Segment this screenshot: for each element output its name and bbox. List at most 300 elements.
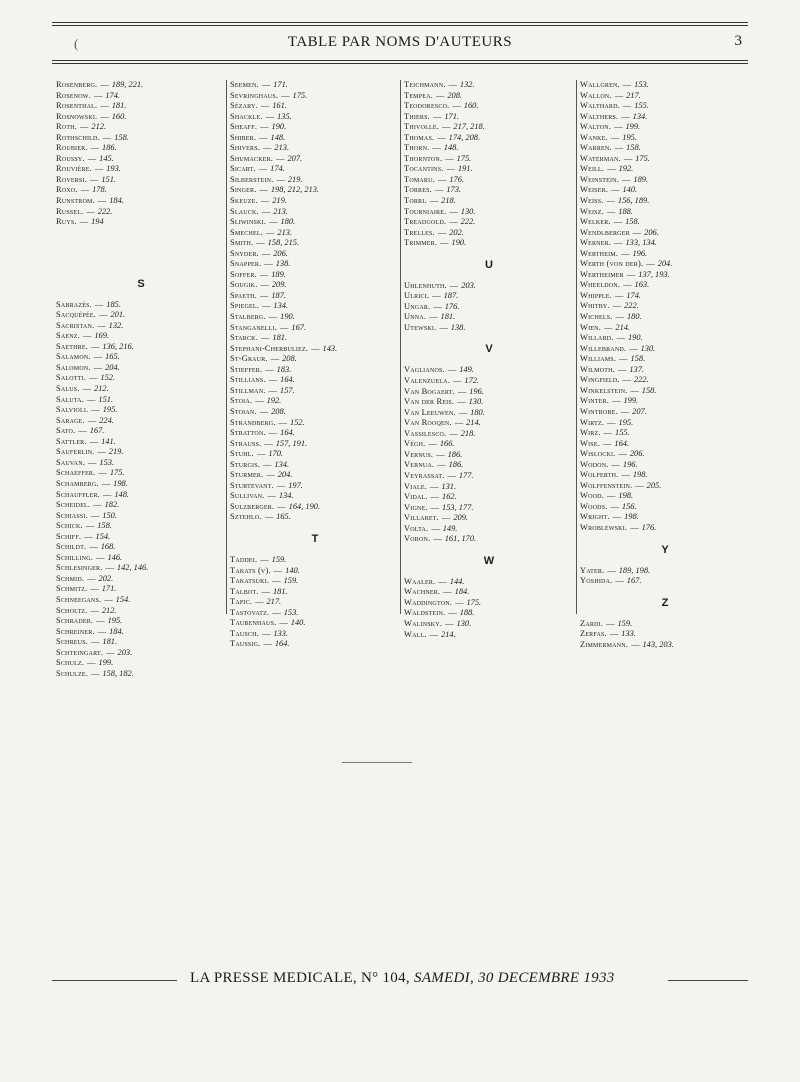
entry-dash: — [86, 206, 95, 216]
entry-dash: — [102, 132, 112, 142]
page-references: 167. [89, 426, 105, 436]
entry-dash: — [434, 185, 444, 195]
index-entry [230, 122, 400, 133]
author-name: Sicart. [230, 164, 256, 174]
entry-dash: — [621, 470, 630, 480]
page-references: 189, 221. [111, 80, 144, 89]
index-entry [56, 154, 226, 165]
author-name: Tempea. [404, 90, 433, 100]
entry-dash: — [276, 153, 285, 163]
page-references: 176. [444, 301, 460, 311]
index-entry [230, 185, 400, 196]
entry-dash: — [629, 343, 638, 353]
author-name: Wachner. [404, 587, 441, 597]
index-entry [230, 502, 400, 513]
index-entry [56, 437, 226, 448]
entry-dash: — [447, 470, 456, 480]
author-name: Teodoresco. [404, 101, 450, 111]
page-references: 158. [625, 217, 640, 227]
entry-dash: — [439, 322, 448, 332]
page-references: 198. [624, 512, 639, 522]
author-name: Weiss. [580, 196, 604, 206]
page-references: 162. [442, 492, 457, 502]
author-name: Rouvière. [56, 164, 92, 174]
index-entry [404, 608, 574, 619]
author-name: Stephani-Cherbuliez. [230, 343, 309, 353]
page-references: 158. [641, 385, 657, 395]
page-number: 3 [734, 33, 742, 49]
author-name: Taddei. [230, 554, 258, 564]
entry-dash: — [100, 111, 109, 121]
top-rule-1 [52, 22, 748, 23]
author-name: Wendlberger [580, 227, 630, 237]
page-references: 156. [621, 501, 637, 511]
entry-dash: — [449, 280, 459, 290]
letter-heading: V [485, 343, 493, 356]
entry-dash: — [261, 628, 271, 638]
entry-dash: — [619, 354, 628, 364]
entry-dash: — [90, 143, 99, 153]
page-references: 154. [115, 594, 131, 604]
author-name: Van Leeuwen. [404, 407, 456, 417]
entry-dash: — [429, 629, 439, 639]
entry-dash: — [445, 618, 454, 628]
entry-dash: — [449, 428, 458, 438]
page-references: 141. [101, 436, 116, 446]
page-references: 158. [97, 521, 112, 531]
index-entry [230, 587, 400, 598]
entry-dash: — [255, 396, 264, 406]
index-entry [404, 598, 574, 609]
entry-dash: — [273, 565, 283, 575]
page-references: 167. [626, 576, 642, 586]
index-entry [56, 373, 226, 384]
author-name: Thorn. [404, 143, 430, 153]
index-entry [404, 534, 574, 545]
author-name: Wien. [580, 322, 601, 332]
author-name: Villaret. [404, 513, 439, 523]
author-name: Yater. [580, 565, 605, 575]
page-references: 196. [469, 386, 484, 396]
entry-dash: — [626, 269, 636, 279]
page-references: 186. [448, 460, 464, 470]
author-name: Trelles. [404, 227, 435, 237]
index-entry [580, 481, 750, 492]
entry-dash: — [100, 80, 109, 89]
index-entry [404, 112, 574, 123]
entry-dash: — [620, 406, 630, 416]
page-references: 146. [107, 552, 123, 562]
entry-dash: — [631, 639, 640, 649]
index-entry [404, 217, 574, 228]
entry-dash: — [437, 227, 447, 237]
entry-dash: — [87, 415, 97, 425]
author-name: Schulz. [56, 658, 85, 668]
author-name: Torres. [404, 185, 432, 195]
author-name: Willard. [580, 333, 614, 343]
author-name: Ruys. [56, 217, 77, 227]
entry-dash: — [615, 312, 624, 322]
index-column-2 [230, 80, 400, 650]
author-name: Sullivan. [230, 491, 265, 501]
page-references: 181. [272, 333, 288, 343]
author-name: Rosnowski. [56, 111, 98, 121]
page-references: 169. [94, 331, 109, 341]
page-references: 222. [460, 217, 476, 227]
author-name: Shiber. [230, 132, 257, 142]
author-name: Stoia. [230, 396, 253, 406]
page-references: 190. [451, 238, 467, 248]
index-entry [404, 143, 574, 154]
entry-dash: — [256, 449, 266, 459]
entry-dash: — [646, 259, 655, 269]
index-entry [230, 112, 400, 123]
entry-dash: — [258, 164, 268, 174]
page-references: 130. [456, 618, 472, 628]
entry-dash: — [614, 238, 623, 248]
page-references: 207. [632, 406, 647, 416]
page-references: 222. [634, 375, 649, 385]
author-name: Wood. [580, 491, 604, 501]
author-name: Wolferth. [580, 470, 619, 480]
index-entry [56, 395, 226, 406]
author-name: Scholtz. [56, 605, 88, 615]
entry-dash: — [96, 616, 105, 626]
index-entry [56, 300, 226, 311]
author-name: Wroblewski. [580, 522, 628, 532]
author-name: Veyrassat. [404, 470, 445, 480]
entry-dash: — [614, 90, 624, 100]
page-references: 164. [274, 639, 290, 649]
entry-dash: — [268, 375, 278, 385]
index-entry [56, 80, 226, 91]
page-references: 140. [622, 185, 638, 195]
index-entry [404, 101, 574, 112]
entry-dash: — [612, 396, 621, 406]
author-name: Willebrand. [580, 343, 627, 353]
page-references: 208. [271, 406, 286, 416]
author-name: Schilling. [56, 552, 94, 562]
index-entry [580, 460, 750, 471]
index-entry [230, 512, 400, 523]
entry-dash: — [100, 101, 109, 111]
index-entry [230, 639, 400, 650]
page-references: 181. [272, 586, 288, 596]
author-name: Zardi. [580, 618, 604, 628]
author-name: Waddington. [404, 597, 453, 607]
entry-dash: — [261, 248, 271, 258]
index-entry [580, 280, 750, 291]
entry-dash: — [614, 143, 624, 153]
author-name: Wilmoth. [580, 364, 615, 374]
author-name: Strauss. [230, 438, 262, 448]
index-entry [230, 597, 400, 608]
page-references: 132. [459, 80, 475, 89]
page-references: 143, 203. [642, 639, 674, 649]
page-references: 157. [279, 385, 295, 395]
page-references: 218. [460, 428, 476, 438]
issue-number: N° 104, [361, 970, 410, 986]
page-references: 164. [280, 375, 295, 385]
page-references: 182. [104, 500, 120, 510]
author-name: Sacquépée. [56, 310, 97, 320]
index-entry [56, 606, 226, 617]
entry-dash: — [437, 174, 447, 184]
page-references: 177. [458, 470, 474, 480]
page-references: 203. [117, 647, 133, 657]
index-entry [230, 428, 400, 439]
entry-dash: — [94, 164, 104, 174]
page-references: 213. [273, 206, 288, 216]
author-name: Schteingart. [56, 647, 104, 657]
entry-dash: — [610, 132, 620, 142]
index-column-1 [56, 80, 226, 679]
index-entry [230, 207, 400, 218]
entry-dash: — [278, 417, 287, 427]
entry-dash: — [603, 438, 612, 448]
page-references: 175. [292, 90, 308, 100]
author-name: Stoian. [230, 406, 257, 416]
page-references: 180. [626, 312, 642, 322]
index-entry [56, 175, 226, 186]
author-name: Schildt. [56, 542, 87, 552]
index-entry [56, 563, 226, 574]
page-references: 189. [271, 269, 286, 279]
index-entry [230, 375, 400, 386]
entry-dash: — [87, 658, 96, 668]
index-entry [230, 175, 400, 186]
author-name: Vassilesco. [404, 428, 447, 438]
author-name: Wright. [580, 512, 610, 522]
author-name: Wanke. [580, 132, 608, 142]
entry-dash: — [87, 573, 96, 583]
author-name: Van Bogaert. [404, 386, 455, 396]
author-name: Spaeth. [230, 290, 257, 300]
journal-name: LA PRESSE MEDICALE, [190, 970, 357, 986]
author-name: Roussy. [56, 153, 85, 163]
entry-dash: — [106, 647, 115, 657]
index-entry [580, 375, 750, 386]
index-entry [580, 122, 750, 133]
index-entry [56, 637, 226, 648]
index-entry [404, 154, 574, 165]
page-references: 198. [632, 470, 648, 480]
entry-dash: — [263, 459, 272, 469]
index-entry [580, 344, 750, 355]
author-name: Sturgis. [230, 459, 261, 469]
index-entry [404, 291, 574, 302]
author-name: Stratton. [230, 428, 266, 438]
author-name: Snyder. [230, 248, 259, 258]
entry-dash: — [259, 269, 269, 279]
page-references: 222. [624, 301, 639, 311]
page-references: 160. [463, 101, 479, 111]
page-references: 158. [114, 132, 129, 142]
page-references: 184. [109, 626, 124, 636]
author-name: Ungar. [404, 301, 431, 311]
center-divider [342, 762, 412, 763]
entry-dash: — [621, 111, 630, 121]
index-column-4 [580, 80, 750, 650]
entry-dash: — [280, 322, 289, 332]
index-entry [580, 619, 750, 630]
page-references: 202. [449, 227, 464, 237]
author-name: Silberstein. [230, 174, 274, 184]
page-references: 212. [91, 122, 107, 132]
page-references: 190. [271, 122, 287, 132]
index-entry [230, 481, 400, 492]
index-entry [230, 228, 400, 239]
entry-dash: — [265, 364, 274, 374]
index-entry [404, 418, 574, 429]
entry-dash: — [90, 605, 99, 615]
page-references: 190. [280, 312, 295, 322]
entry-dash: — [430, 492, 440, 502]
index-entry [230, 608, 400, 619]
entry-dash: — [618, 449, 627, 459]
index-entry [56, 384, 226, 395]
entry-dash: — [622, 375, 632, 385]
page-references: 214. [615, 322, 631, 332]
author-name: Sauferlin. [56, 447, 95, 457]
page-references: 180. [280, 217, 296, 227]
author-name: Rothschild. [56, 132, 100, 142]
page-references: 174. [105, 90, 120, 100]
index-entry [56, 91, 226, 102]
index-entry [580, 470, 750, 481]
author-name: Salamon. [56, 352, 91, 362]
author-name: Van Rooqen. [404, 418, 452, 428]
index-entry [230, 449, 400, 460]
page-references: 159. [617, 618, 633, 628]
index-entry [580, 185, 750, 196]
entry-dash: — [260, 280, 269, 290]
author-name: Wertheimer [580, 269, 624, 279]
index-entry [404, 513, 574, 524]
index-entry [404, 387, 574, 398]
index-entry [56, 207, 226, 218]
entry-dash: — [438, 576, 447, 586]
page-references: 142, 146. [116, 563, 149, 573]
page-references: 208. [447, 90, 462, 100]
author-name: Teichmann. [404, 80, 446, 89]
page-references: 175. [466, 597, 482, 607]
author-name: Sauvan. [56, 457, 86, 467]
page-references: 174, 208. [448, 132, 481, 142]
index-entry [404, 175, 574, 186]
author-name: Wise. [580, 438, 600, 448]
entry-dash: — [97, 196, 107, 206]
entry-dash: — [97, 320, 106, 330]
entry-dash: — [279, 618, 288, 628]
entry-dash: — [281, 90, 290, 100]
entry-dash: — [430, 481, 439, 491]
entry-dash: — [259, 406, 269, 416]
page-title: TABLE PAR NOMS D'AUTEURS [287, 34, 513, 50]
page-references: 173. [446, 185, 461, 195]
author-name: Wall. [404, 629, 427, 639]
author-name: Sturtevant. [230, 480, 274, 490]
page-references: 134. [278, 491, 294, 501]
index-entry [580, 301, 750, 312]
page-references: 153, 177. [442, 502, 474, 512]
page-references: 175. [109, 468, 125, 478]
page-references: 188. [459, 608, 475, 618]
author-name: Rosenow. [56, 90, 91, 100]
author-name: Smechel. [230, 227, 264, 237]
author-name: Zimmermann. [580, 639, 629, 649]
index-entry [580, 386, 750, 397]
entry-dash: — [635, 480, 644, 490]
index-entry [230, 354, 400, 365]
page-references: 189, 198. [618, 565, 651, 575]
author-name: Unna. [404, 312, 427, 322]
page-references: 164. [280, 428, 295, 438]
page-references: 137, 193. [638, 269, 670, 279]
entry-dash: — [436, 449, 445, 459]
page-references: 204. [277, 470, 293, 480]
index-entry [230, 291, 400, 302]
page-references: 219. [108, 447, 124, 457]
author-name: Sarage. [56, 415, 85, 425]
index-entry [56, 447, 226, 458]
index-entry [580, 512, 750, 523]
page-references: 150. [102, 510, 117, 520]
entry-dash: — [623, 280, 632, 290]
page-references: 130. [460, 206, 476, 216]
page-references: 195. [107, 616, 123, 626]
index-entry [56, 321, 226, 332]
entry-dash: — [437, 132, 446, 142]
entry-dash: — [91, 405, 100, 415]
index-entry [56, 352, 226, 363]
index-entry [56, 616, 226, 627]
author-name: Sato. [56, 426, 76, 436]
index-entry [580, 354, 750, 365]
index-entry [56, 584, 226, 595]
author-name: Voron. [404, 534, 431, 544]
entry-dash: — [622, 80, 632, 89]
index-entry [404, 312, 574, 323]
index-entry [56, 342, 226, 353]
index-entry [580, 175, 750, 186]
index-entry [56, 196, 226, 207]
footer-rule-right [668, 980, 748, 981]
page-references: 155. [634, 101, 649, 111]
author-name: Wallgren. [580, 80, 620, 89]
entry-dash: — [607, 164, 616, 174]
author-name: Schreus. [56, 637, 89, 647]
page-references: 161. [272, 101, 287, 111]
author-name: Valenzuela. [404, 376, 450, 386]
page-references: 175. [635, 153, 650, 163]
page-references: 130. [468, 397, 484, 407]
author-name: Vidal. [404, 492, 428, 502]
index-entry [580, 312, 750, 323]
index-entry [580, 259, 750, 270]
index-entry [404, 365, 574, 376]
author-name: Thiers. [404, 111, 430, 121]
page-references: 213. [277, 227, 293, 237]
entry-dash: — [272, 576, 281, 586]
page-references: 148. [114, 489, 129, 499]
entry-dash: — [91, 341, 100, 351]
author-name: Salus. [56, 384, 80, 394]
author-name: Sliwinski. [230, 217, 267, 227]
index-entry [230, 249, 400, 260]
page-references: 168. [100, 542, 116, 552]
index-entry [230, 439, 400, 450]
